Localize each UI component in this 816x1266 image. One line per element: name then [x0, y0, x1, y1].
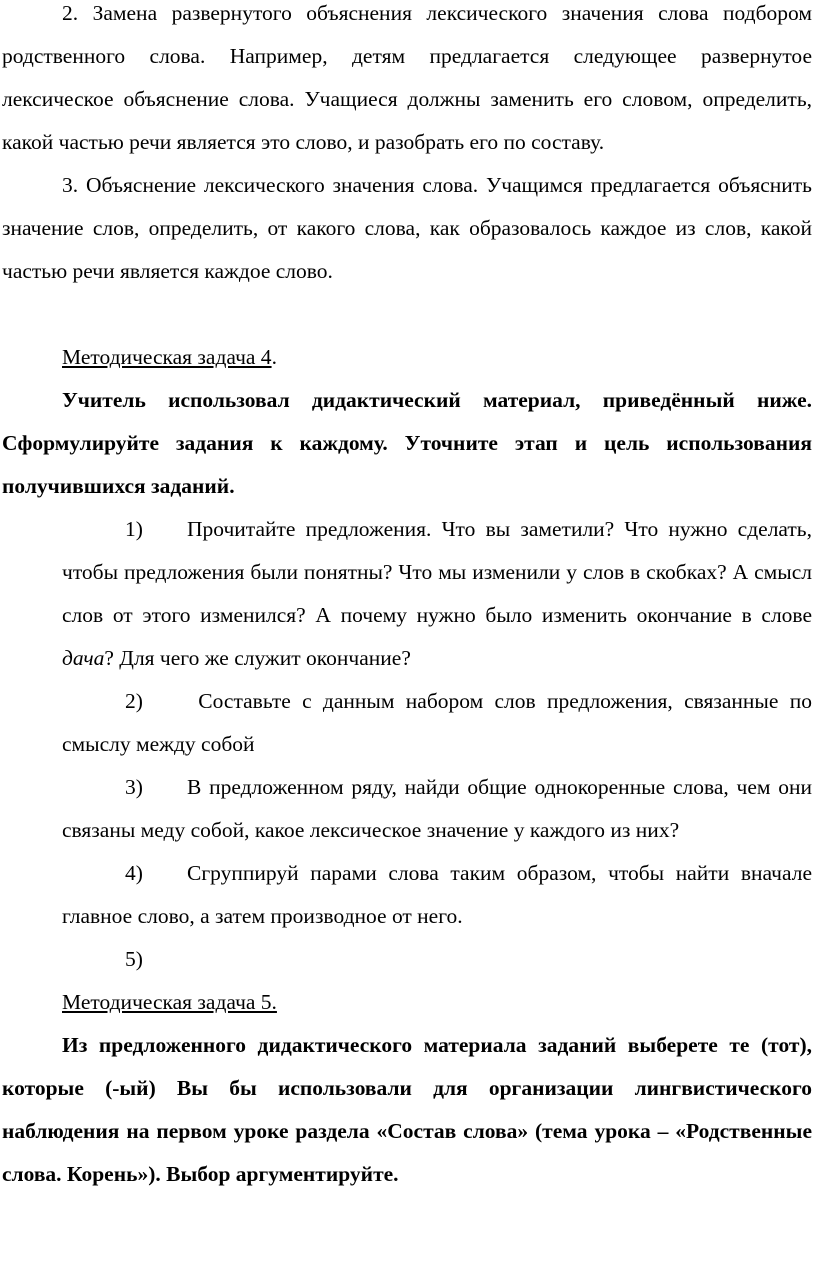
list-item	[2, 508, 812, 680]
list-item-text: В предложенном ряду, найди общие однокоренные слова, чем они связаны меду собой, какое лексическое значение у каждого из них?	[62, 775, 812, 842]
list-item	[2, 852, 812, 938]
paragraph-3: 3. Объяснение лексического значения слова. Учащимся предлагается объяснить значение слов, определить, от какого слова, как образовалось каждое из слов, какой частью речи является каждое слово.	[2, 173, 812, 283]
list-item-number: 4)	[125, 861, 143, 885]
task-4-list	[2, 508, 812, 981]
list-item-italic: дача	[62, 646, 105, 670]
task-5-title: Методическая задача 5.	[62, 990, 277, 1014]
list-item	[2, 938, 812, 981]
list-item	[2, 680, 812, 766]
task-4-heading	[2, 336, 812, 379]
blank-line	[2, 293, 812, 336]
task-5-instruction: Из предложенного дидактического материала заданий выберете те (тот), которые (-ый) Вы бы использовали для организации лингвистического наблюдения на первом уроке раздела «Состав слова» (тема урока – «Родственные слова. Корень»). Выбор аргументируйте.	[2, 1033, 812, 1186]
list-item-number: 2)	[125, 689, 143, 713]
task-4-instruction: Учитель использовал дидактический материал, приведённый ниже. Сформулируйте задания к каждому. Уточните этап и цель использования получившихся заданий.	[2, 388, 812, 498]
list-item-number: 5)	[125, 947, 143, 971]
list-item-text-after: ? Для чего же служит окончание?	[104, 646, 411, 670]
list-item-number: 3)	[125, 775, 143, 799]
list-item-number: 1)	[125, 517, 143, 541]
list-item-text: Сгруппируй парами слова таким образом, чтобы найти вначале главное слово, а затем производное от него.	[62, 861, 812, 928]
list-item-text: Составьте с данным набором слов предложения, связанные по смыслу между собой	[62, 689, 812, 756]
task-4-title: Методическая задача 4	[62, 345, 272, 369]
paragraph-2: 2. Замена развернутого объяснения лексического значения слова подбором родственного слова. Например, детям предлагается следующее развернутое лексическое объяснение слова. Учащиеся должны заменить его словом, определить, какой частью речи является это слово, и разобрать его по составу.	[2, 1, 812, 154]
list-item	[2, 766, 812, 852]
task-4-title-suffix: .	[271, 345, 277, 369]
task-5-heading	[2, 981, 812, 1024]
list-item-text: Прочитайте предложения. Что вы заметили? Что нужно сделать, чтобы предложения были понятны? Что мы изменили у слов в скобках? А смысл слов от этого изменился? А почему нужно было изменить окончание в слове	[62, 517, 812, 627]
